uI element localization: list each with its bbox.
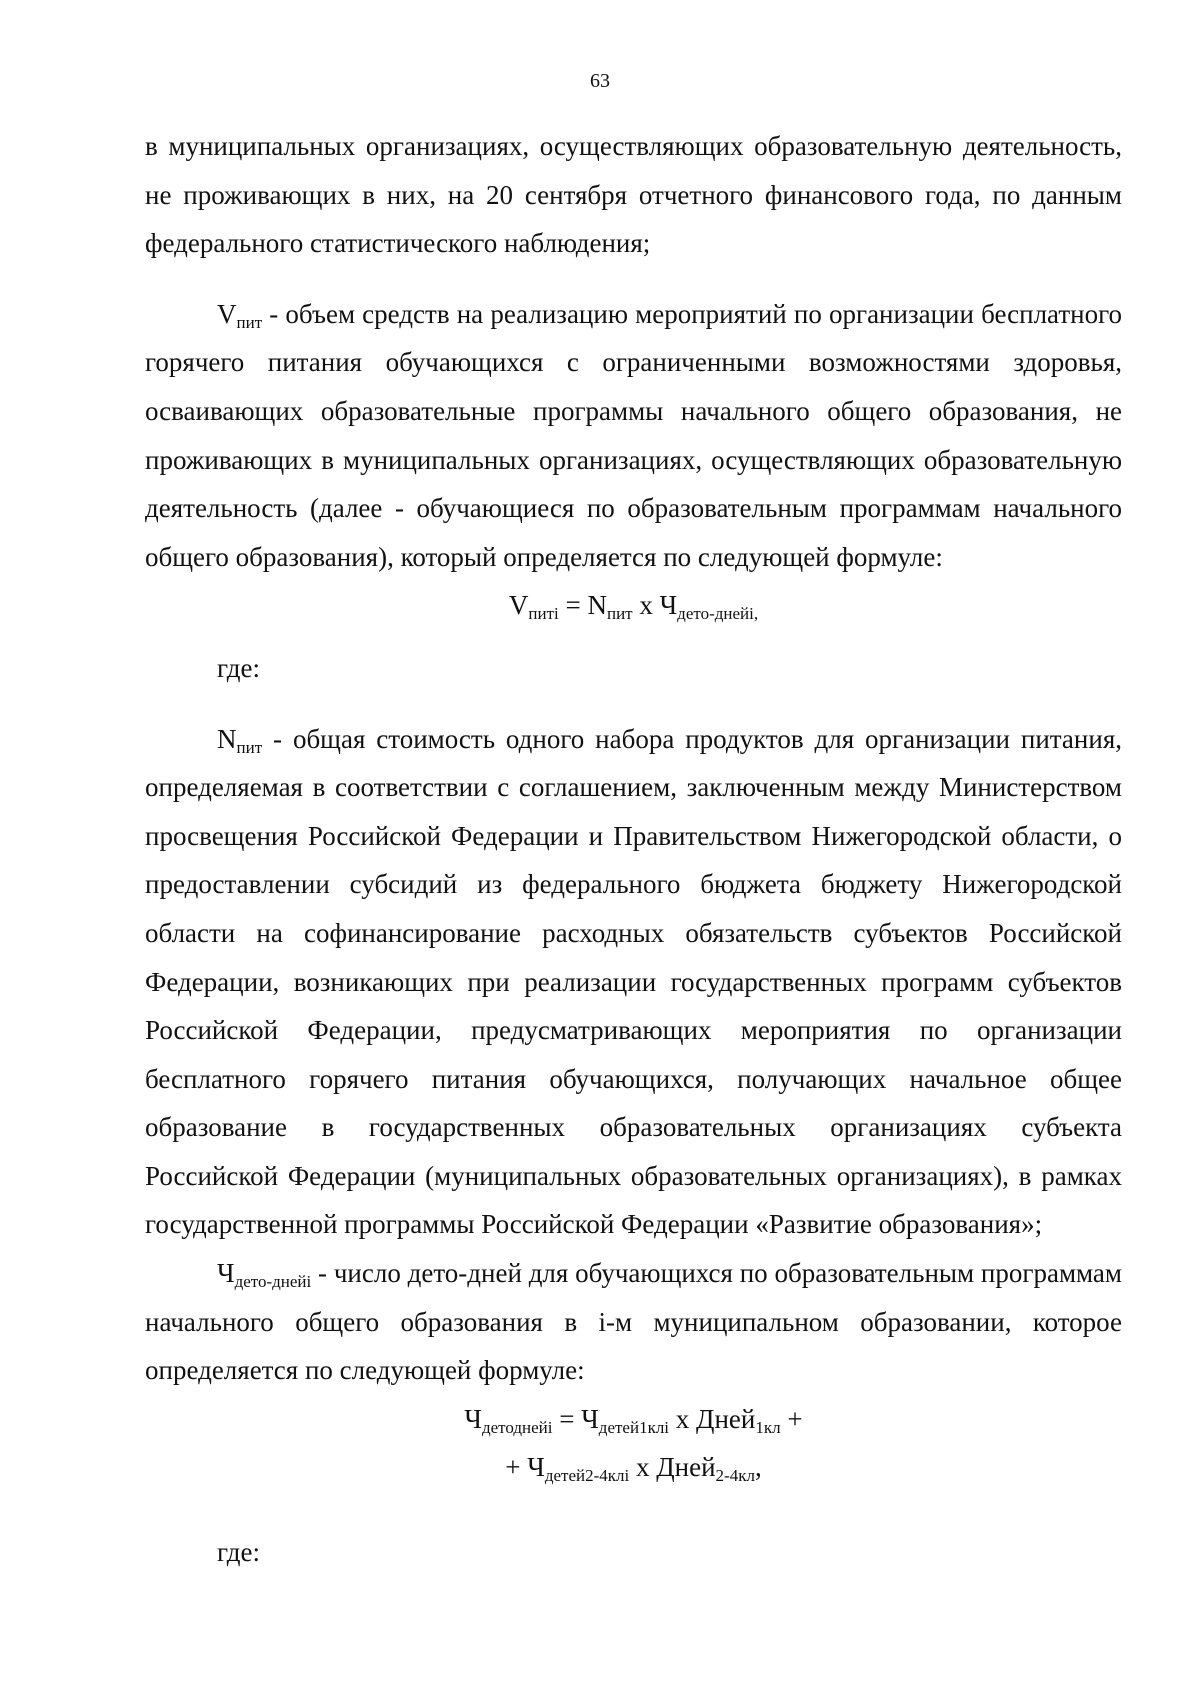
symbol-ch-subscript: дето-днейi <box>234 1272 312 1292</box>
document-body <box>145 122 1122 1577</box>
formula2-days-2-4-sub: 2-4кл <box>715 1466 755 1486</box>
formula2-ch: Ч <box>464 1403 482 1434</box>
where-label-2: где: <box>217 1537 260 1568</box>
paragraph-continuation: в муниципальных организациях, осуществляющих образовательную деятельность, не проживающих в них, на 20 сентября отчетного финансового года, по данным федерального статистического наблюдения; <box>145 131 1122 259</box>
formula2-days-2-4: x Дней <box>629 1452 716 1483</box>
paragraph-n-pit <box>145 715 1122 1250</box>
formula2-line2-plus: + <box>505 1452 528 1483</box>
symbol-ch: Ч <box>217 1258 235 1289</box>
paragraph-v-pit <box>145 290 1122 582</box>
formula2-days-1: x Дней <box>669 1403 756 1434</box>
formula2-equals: = <box>552 1403 582 1434</box>
formula2-line2-end: , <box>754 1452 762 1483</box>
formula-ch-detodney-line1 <box>145 1395 1122 1444</box>
paragraph-v-pit-text: - объем средств на реализацию мероприятий по организации бесплатного горячего питания обучающихся с ограниченными возможностями здоровья, осваивающих образовательные программы начального общего образования, не проживающих в муниципальных организациях, осуществляющих образовательную деятельность (далее - обучающиеся по образовательным программам начального общего образования), который определяется по следующей формуле: <box>145 298 1122 572</box>
formula1-n: N <box>587 590 607 621</box>
formula1-v-sub: питi <box>528 604 559 624</box>
paragraph-ch-deto-dney-text: - число дето-дней для обучающихся по образовательным программам начального общего образования в i-м муниципальном образовании, которое определяется по следующей формуле: <box>145 1258 1122 1386</box>
page-number: 63 <box>590 70 610 92</box>
formula2-ch2-sub: детей1клi <box>598 1417 670 1437</box>
formula1-equals: = <box>558 590 588 621</box>
formula1-ch: Ч <box>659 590 678 621</box>
formula1-n-sub: пит <box>606 604 633 624</box>
formula2-ch2: Ч <box>581 1403 599 1434</box>
paragraph-ch-deto-dney <box>145 1249 1122 1395</box>
formula1-ch-sub: дето-днейi, <box>677 604 759 624</box>
formula1-times: x <box>632 590 660 621</box>
formula1-v: V <box>508 590 529 621</box>
formula-ch-detodney-line2 <box>145 1443 1122 1492</box>
formula2-ch-sub: детоднейi <box>481 1417 553 1437</box>
symbol-v-subscript: пит <box>236 312 263 332</box>
symbol-v: V <box>217 298 237 329</box>
formula2-days-1-sub: 1кл <box>755 1417 781 1437</box>
formula2-line2-ch-sub: детей2-4клi <box>544 1466 630 1486</box>
symbol-n-subscript: пит <box>236 737 263 757</box>
paragraph-n-pit-text: - общая стоимость одного набора продуктов для организации питания, определяемая в соответствии с соглашением, заключенным между Министерством просвещения Российской Федерации и Правительством Нижегородской области, о предоставлении субсидий из федерального бюджета бюджету Нижегородской области на софинансирование расходных обязательств субъектов Российской Федерации, возникающих при реализации государственных программ субъектов Российской Федерации, предусматривающих мероприятия по организации бесплатного горячего питания обучающихся, получающих начальное общее образование в государственных образовательных организациях субъекта Российской Федерации (муниципальных образовательных организациях), в рамках государственной программы Российской Федерации «Развитие образования»; <box>145 723 1122 1240</box>
formula-v-piti <box>145 581 1122 630</box>
where-label-1: где: <box>217 652 260 683</box>
formula2-line2-ch: Ч <box>527 1452 545 1483</box>
formula2-plus: + <box>780 1403 803 1434</box>
symbol-n: N <box>217 723 237 754</box>
